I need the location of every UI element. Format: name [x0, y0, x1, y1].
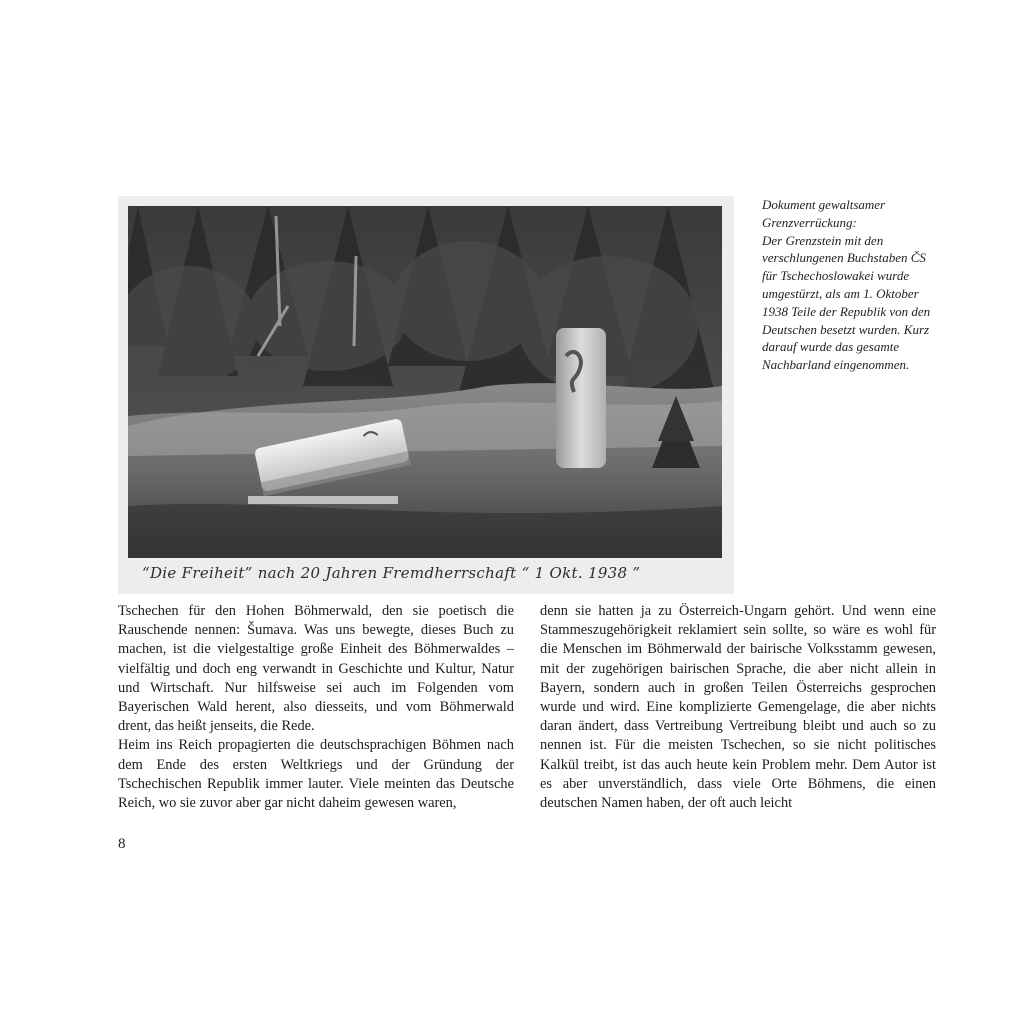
- photo-caption: [762, 196, 940, 374]
- paragraph: Heim ins Reich propagierten die deutschsprachigen Böhmen nach dem Ende des ersten Weltkriegs und der Gründung der Tschechischen Republik immer lauter. Viele meinten das Deutsche Reich, wo sie zuvor aber gar nicht daheim gewesen waren,: [118, 737, 514, 812]
- photo-handwritten-caption: “Die Freiheit” nach 20 Jahren Fremdherrschaft “ 1 Okt. 1938 ”: [142, 564, 641, 582]
- paragraph: denn sie hatten ja zu Österreich-Ungarn gehört. Und wenn eine Stammeszugehörigkeit reklamiert sein sollte, so wäre es wohl für die Menschen im Böhmerwald der bairische Volksstamm gewesen, mit der zugehörigen bairischen Sprache, die aber nicht allein in Bayern, sondern auch in großen Teilen Österreichs gesprochen wurde und wird. Eine komplizierte Gemengelage, die aber nichts daran ändert, dass Vertreibung Vertreibung bleibt und auch so zu nennen ist. Für die meisten Tschechen, so sie nicht politisches Kalkül treibt, ist das auch heute kein Problem mehr. Dem Autor ist es aber unverständlich, dass viele Orte Böhmens, die einen deutschen Namen haben, der oft auch leicht: [540, 603, 936, 812]
- page-number: 8: [118, 836, 126, 852]
- caption-text: Der Grenzstein mit den verschlungenen Buchstaben ČS für Tschechoslowakei wurde umgestürzt, als am 1. Oktober 1938 Teile der Republik von den Deutschen besetzt wurden. Kurz darauf wurde das gesamte Nachbarland eingenommen.: [762, 232, 931, 373]
- text-column-right: [540, 602, 936, 813]
- paragraph: Tschechen für den Hohen Böhmerwald, den sie poetisch die Rauschende nennen: Šumava. Was uns bewegte, dieses Buch zu machen, ist die vielgestaltige große Einheit des Böhmerwaldes – vielfältig und doch eng verwandt in Geschichte und Kultur, Natur und Wirtschaft. Nur hilfsweise sei auch im Folgenden vom Bayerischen Wald herent, also diesseits, und vom Böhmerwald drent, das heißt jenseits, die Rede.: [118, 603, 514, 735]
- caption-title: Dokument gewaltsamer Grenzverrückung:: [762, 197, 886, 230]
- border-stone-photo: [128, 206, 722, 558]
- photo-frame: [118, 196, 734, 594]
- text-column-left: [118, 602, 514, 813]
